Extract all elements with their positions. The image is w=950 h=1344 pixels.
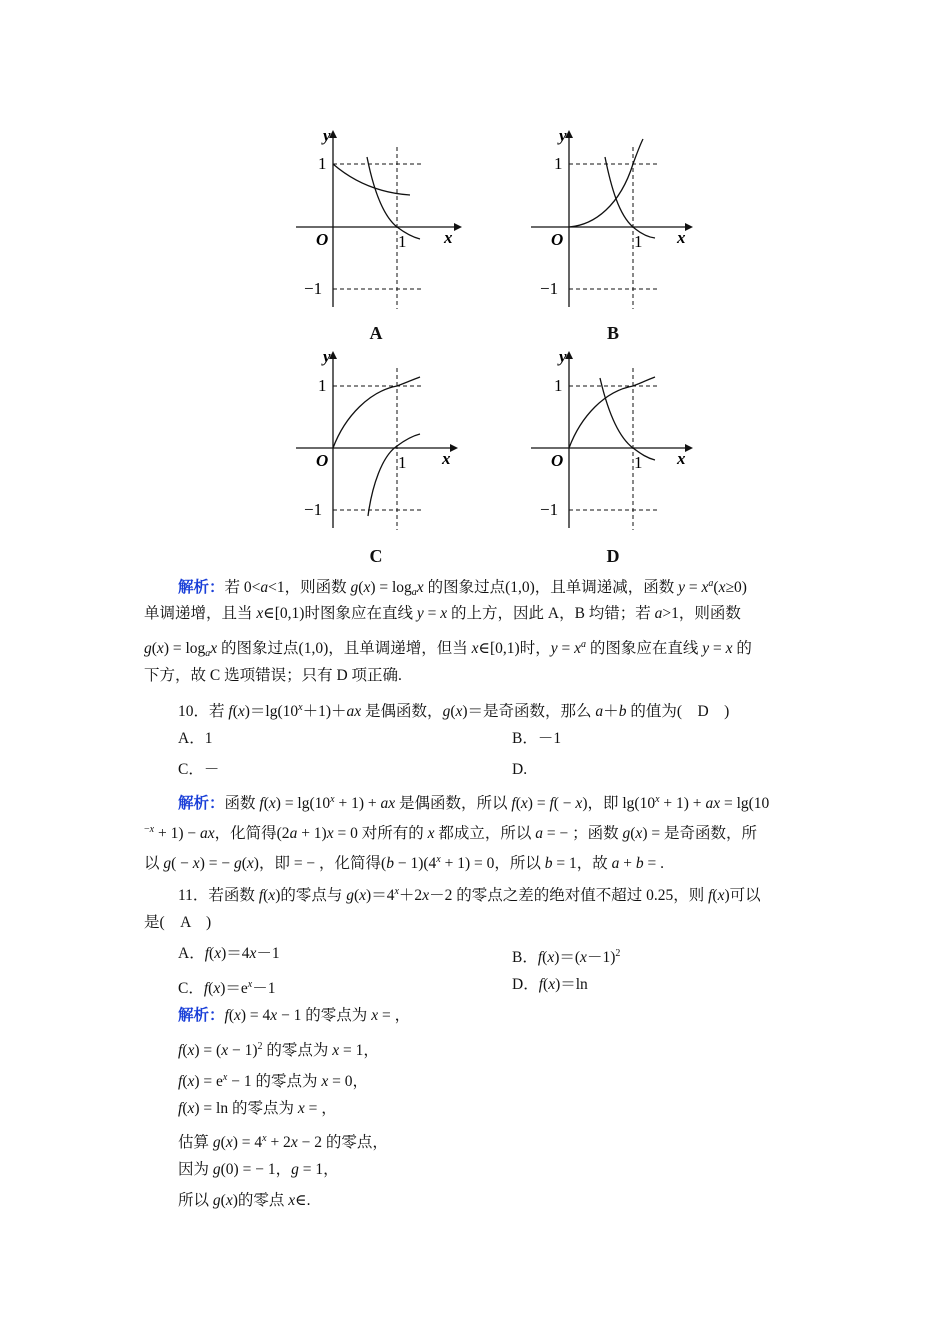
q10-option-b[interactable]: B．－1 — [512, 730, 562, 747]
text: 的 — [732, 640, 752, 657]
q11-stem-line-2 — [0, 912, 950, 934]
text: x — [580, 949, 587, 966]
tick-x-1: 1 — [634, 232, 643, 251]
text: x — [221, 1042, 229, 1059]
text: f — [178, 1042, 183, 1059]
q10-options-row-2 — [0, 759, 950, 781]
text: )＝是奇函数，那么 — [462, 703, 596, 720]
text: －2 的零点之差的绝对值不超过 0.25，则 — [429, 887, 709, 904]
text: x — [192, 855, 200, 872]
q10-solution-line-3 — [0, 849, 950, 875]
origin-label: O — [316, 230, 329, 249]
text: 因为 — [178, 1161, 213, 1178]
text: 所以 — [178, 1192, 213, 1209]
text: = . — [643, 855, 665, 872]
text: ) = log — [163, 640, 206, 657]
text: －1) — [586, 949, 616, 966]
graph-a-caption: A — [369, 323, 383, 343]
text: ) = lg(10 — [275, 795, 331, 812]
text: x — [363, 579, 371, 596]
x-axis-arrow-icon — [685, 223, 693, 231]
q11-solution-line-2 — [0, 1036, 950, 1062]
text: a — [260, 579, 269, 596]
text: a — [595, 703, 604, 720]
text: = — [423, 605, 441, 622]
text: ∈. — [295, 1192, 311, 1209]
text: 若 0< — [224, 579, 261, 596]
text: ，化简得(2 — [214, 825, 290, 842]
q10-option-d[interactable]: D. — [512, 761, 528, 778]
text: a — [205, 648, 211, 659]
text: x — [156, 640, 164, 657]
text: x — [547, 949, 555, 966]
text: y — [416, 605, 424, 622]
text: 的图象过点(1,0)，且单调递减，函数 — [423, 579, 679, 596]
q11-option-b[interactable] — [512, 943, 620, 969]
text: ( — [228, 1007, 234, 1024]
text: )＝e — [220, 980, 248, 997]
text: ) = ln 的零点为 — [194, 1100, 298, 1117]
q11-solution-line-7 — [0, 1190, 950, 1212]
text: + 1) + — [659, 795, 706, 812]
text: y — [550, 640, 558, 657]
text: )＝ln — [555, 976, 588, 993]
jiexi-label: 解析： — [178, 1007, 225, 1024]
text: x — [359, 887, 367, 904]
x-axis-arrow-icon — [450, 444, 458, 452]
text: a — [611, 855, 620, 872]
text: x — [213, 980, 221, 997]
text: f — [224, 1007, 229, 1024]
q10-solution-line-2 — [0, 819, 950, 845]
text: 单调递增，且当 — [144, 605, 257, 622]
text: 2 — [615, 948, 621, 959]
text: 的值为( D ) — [626, 703, 730, 720]
text: ax — [200, 825, 215, 842]
text: x — [520, 795, 528, 812]
text: ( — [220, 1134, 226, 1151]
text: = — [557, 640, 575, 657]
q10-stem — [0, 697, 950, 723]
text: g — [144, 640, 152, 657]
text: ＋2 — [398, 887, 423, 904]
text: = 1， — [339, 1042, 379, 1059]
text: g — [212, 1134, 221, 1151]
text: g — [291, 1161, 299, 1178]
text: f — [178, 1100, 183, 1117]
curve-power-concave — [333, 377, 420, 448]
text: )的零点与 — [275, 887, 347, 904]
text: b — [386, 855, 394, 872]
text: f — [538, 976, 544, 993]
text: x — [332, 1042, 340, 1059]
text: ( — [208, 980, 214, 997]
text: = 0 对所有的 — [333, 825, 428, 842]
text: x — [297, 1100, 305, 1117]
graph-b-caption: B — [606, 323, 619, 343]
text: 是( A ) — [144, 914, 212, 931]
text: = − ；函数 — [543, 825, 623, 842]
text: a — [654, 605, 663, 622]
text: b — [544, 855, 553, 872]
text: >1，则函数 — [662, 605, 741, 622]
curve-power-increasing — [569, 139, 643, 227]
text: a — [580, 639, 586, 650]
text: x — [574, 640, 581, 657]
text: ( — [220, 1192, 226, 1209]
curve-power-concave — [569, 377, 655, 448]
text: g — [346, 887, 354, 904]
text: g — [622, 825, 631, 842]
text: = 0， — [328, 1073, 369, 1090]
text: + 1) = 0，所以 — [440, 855, 545, 872]
text: x — [214, 945, 222, 962]
text: )＝4 — [221, 945, 250, 962]
text: − — [144, 824, 150, 835]
text: ( — [263, 795, 269, 812]
q10-solution-line-1 — [0, 789, 950, 815]
q11-solution-line-5 — [0, 1128, 950, 1154]
text: x — [187, 1100, 195, 1117]
text: + — [619, 855, 636, 872]
text: y — [702, 640, 710, 657]
q11-solution-line-6 — [0, 1159, 950, 1181]
x-label: x — [677, 228, 686, 247]
text: ( — [182, 1042, 188, 1059]
text: x — [222, 1072, 228, 1083]
text: x — [268, 887, 276, 904]
text: f — [537, 949, 543, 966]
tick-y-neg1: −1 — [304, 500, 323, 519]
graph-d — [525, 346, 700, 536]
tick-y-1: 1 — [554, 376, 563, 395]
text: f — [259, 795, 264, 812]
text: + 1) — [297, 825, 327, 842]
text: x — [635, 825, 643, 842]
text: ( — [515, 795, 521, 812]
tick-y-neg1: −1 — [304, 279, 323, 298]
text: a — [535, 825, 544, 842]
text: B． — [512, 949, 538, 966]
text: )＝4 — [366, 887, 395, 904]
text: x — [187, 1042, 195, 1059]
text: x — [436, 854, 441, 865]
text: 的图象过点(1,0)，且单调递增，但当 — [217, 640, 472, 657]
tick-y-neg1: −1 — [540, 279, 559, 298]
text: = ， — [304, 1100, 337, 1117]
text: ∈[0,1)时图象应在直线 — [263, 605, 417, 622]
q10-option-c[interactable]: C．－ — [178, 761, 220, 778]
text: x — [455, 703, 463, 720]
text: x — [234, 1007, 241, 1024]
tick-y-1: 1 — [318, 376, 327, 395]
text: C． — [178, 980, 204, 997]
q11-options-row-1 — [0, 943, 950, 965]
text: f — [178, 1073, 183, 1090]
text: g — [233, 855, 242, 872]
text: x — [262, 1133, 267, 1144]
text: x — [655, 794, 660, 805]
text: = 1，故 — [552, 855, 612, 872]
text: 2 — [257, 1041, 263, 1052]
text: f — [203, 980, 209, 997]
text: －1 — [252, 980, 276, 997]
x-axis-arrow-icon — [454, 223, 462, 231]
text: x — [416, 579, 424, 596]
text: x — [548, 976, 556, 993]
text: x — [701, 579, 709, 596]
jiexi-label: 解析： — [178, 795, 225, 812]
text: 以 — [144, 855, 164, 872]
text: − 1)(4 — [393, 855, 437, 872]
text: x — [422, 887, 430, 904]
text: ( — [450, 703, 456, 720]
text: ( — [712, 887, 718, 904]
text: g — [350, 579, 359, 596]
q10-option-a[interactable]: A．1 — [178, 730, 213, 747]
text: 下方，故 C 选项错误；只有 D 项正确. — [144, 667, 402, 684]
text: g — [442, 703, 451, 720]
text: ＋ — [603, 703, 619, 720]
text: x — [187, 1073, 195, 1090]
text: = — [709, 640, 726, 657]
text: )可以 — [724, 887, 761, 904]
q9-solution-line-1 — [0, 573, 950, 604]
text: x — [249, 945, 257, 962]
curve-log-increasing — [368, 434, 420, 516]
text: 11．若函数 — [178, 887, 259, 904]
text: x — [237, 703, 245, 720]
q11-stem-line-1 — [0, 881, 950, 907]
text: a — [289, 825, 298, 842]
text: ) = e — [194, 1073, 223, 1090]
graph-d-svg — [525, 346, 700, 536]
origin-label: O — [551, 451, 564, 470]
text: x — [326, 825, 334, 842]
graph-b — [525, 125, 700, 315]
tick-y-neg1: −1 — [540, 500, 559, 519]
text: 的图象应在直线 — [585, 640, 703, 657]
text: f — [258, 887, 264, 904]
text: x — [270, 1007, 278, 1024]
graph-a — [290, 125, 465, 315]
text: x — [440, 605, 448, 622]
origin-label: O — [551, 230, 564, 249]
text: b — [618, 703, 627, 720]
graph-b-svg — [525, 125, 700, 315]
q9-solution-line-2 — [0, 603, 950, 625]
text: g — [212, 1192, 221, 1209]
text: x — [149, 824, 155, 835]
text: 估算 — [178, 1134, 213, 1151]
graph-c-caption: C — [369, 546, 383, 566]
text: = ， — [378, 1007, 411, 1024]
text: ax — [380, 795, 396, 812]
text: <1，则函数 — [268, 579, 351, 596]
text: ) = log — [370, 579, 412, 596]
text: + 2 — [266, 1134, 291, 1151]
text: a — [411, 587, 417, 598]
text: x — [246, 855, 254, 872]
graph-d-caption: D — [606, 546, 620, 566]
q11-option-c[interactable] — [178, 980, 275, 997]
text: 都成立，所以 — [434, 825, 536, 842]
text: ( — [543, 976, 549, 993]
text: )＝( — [554, 949, 581, 966]
text: = 1， — [298, 1161, 339, 1178]
q11-option-a[interactable] — [178, 945, 280, 962]
text: A． — [178, 945, 205, 962]
graph-c — [290, 346, 465, 536]
text: x — [225, 1134, 233, 1151]
text: − 2 的零点， — [297, 1134, 388, 1151]
text: − 1 的零点为 — [277, 1007, 372, 1024]
tick-y-1: 1 — [318, 154, 327, 173]
tick-x-1: 1 — [634, 453, 643, 472]
text: ( — [209, 945, 215, 962]
text: 函数 — [224, 795, 260, 812]
curve-exp-decay — [333, 164, 410, 195]
text: ( — [713, 579, 719, 596]
text: x — [290, 1134, 298, 1151]
text: + 1) + — [334, 795, 381, 812]
text: f — [708, 887, 713, 904]
text: ( − — [553, 795, 576, 812]
graph-a-svg — [290, 125, 465, 315]
text: f — [511, 795, 516, 812]
text: = — [685, 579, 702, 596]
text: ( — [542, 949, 548, 966]
text: x — [210, 640, 218, 657]
q9-solution-line-3 — [0, 634, 950, 665]
text: ) = 4 — [240, 1007, 271, 1024]
graph-c-svg — [290, 346, 465, 536]
x-label: x — [442, 449, 451, 468]
text: －1 — [256, 945, 280, 962]
text: + 1) − — [154, 825, 200, 842]
text: ax — [346, 703, 362, 720]
text: )的零点 — [232, 1192, 289, 1209]
text: − 1) — [228, 1042, 258, 1059]
text: (0) = − 1， — [220, 1161, 292, 1178]
tick-y-1: 1 — [554, 154, 563, 173]
text: ( − — [171, 855, 193, 872]
text: ( — [241, 855, 247, 872]
q9-solution-line-4 — [0, 665, 950, 687]
text: 的上方，因此 A，B 均错；若 — [447, 605, 655, 622]
y-label: y — [559, 347, 567, 366]
text: − 1 的零点为 — [227, 1073, 322, 1090]
text: x — [330, 794, 335, 805]
text: ∈[0,1)时， — [478, 640, 551, 657]
text: x — [321, 1073, 329, 1090]
text: a — [708, 578, 714, 589]
text: ≥0) — [725, 579, 747, 596]
text: x — [256, 605, 264, 622]
q11-options-row-2 — [0, 974, 950, 1000]
text: x — [288, 1192, 296, 1209]
text: ( — [630, 825, 636, 842]
q10-options-row-1 — [0, 728, 950, 750]
text: 是偶函数， — [361, 703, 443, 720]
text: ) = — [527, 795, 550, 812]
q11-solution-line-3 — [0, 1067, 950, 1093]
text: x — [427, 825, 435, 842]
text: ＋1)＋ — [302, 703, 347, 720]
text: f — [228, 703, 233, 720]
text: ) = − — [199, 855, 234, 872]
text: D． — [512, 976, 539, 993]
y-label: y — [559, 126, 567, 145]
text: x — [725, 640, 733, 657]
text: x — [247, 979, 253, 990]
text: ) = ( — [194, 1042, 222, 1059]
text: x — [298, 702, 303, 713]
q11-solution-line-1 — [0, 1005, 950, 1027]
text: ( — [151, 640, 157, 657]
x-axis-arrow-icon — [685, 444, 693, 452]
text: ( — [182, 1073, 188, 1090]
tick-x-1: 1 — [398, 453, 407, 472]
text: x — [717, 887, 725, 904]
curve-log-decreasing — [605, 157, 655, 238]
text: x — [268, 795, 276, 812]
text: )，即 lg(10 — [582, 795, 656, 812]
text: 是偶函数，所以 — [395, 795, 512, 812]
origin-label: O — [316, 451, 329, 470]
tick-x-1: 1 — [398, 232, 407, 251]
text: ( — [263, 887, 269, 904]
text: ( — [182, 1100, 188, 1117]
text: ) = 是奇函数，所 — [642, 825, 757, 842]
text: ( — [353, 887, 360, 904]
text: y — [678, 579, 686, 596]
y-label: y — [323, 347, 331, 366]
text: ) = 4 — [232, 1134, 263, 1151]
x-label: x — [444, 228, 453, 247]
text: f — [549, 795, 554, 812]
text: ( — [232, 703, 238, 720]
text: x — [718, 579, 726, 596]
q11-solution-line-4 — [0, 1098, 950, 1120]
text: )，即 = − ，化简得( — [253, 855, 387, 872]
text: x — [471, 640, 479, 657]
jiexi-label: 解析： — [178, 579, 225, 596]
text: )＝lg(10 — [244, 703, 299, 720]
x-label: x — [677, 449, 686, 468]
text: ax — [705, 795, 721, 812]
text: g — [163, 855, 172, 872]
text: x — [575, 795, 583, 812]
text: b — [635, 855, 644, 872]
text: 的零点为 — [262, 1042, 333, 1059]
text: 10．若 — [178, 703, 229, 720]
text: g — [212, 1161, 221, 1178]
text: x — [394, 886, 399, 897]
y-label: y — [323, 126, 331, 145]
text: x — [225, 1192, 233, 1209]
text: ( — [358, 579, 364, 596]
text: f — [204, 945, 210, 962]
text: = lg(10 — [720, 795, 770, 812]
text: x — [371, 1007, 379, 1024]
q11-option-d[interactable] — [512, 974, 588, 996]
